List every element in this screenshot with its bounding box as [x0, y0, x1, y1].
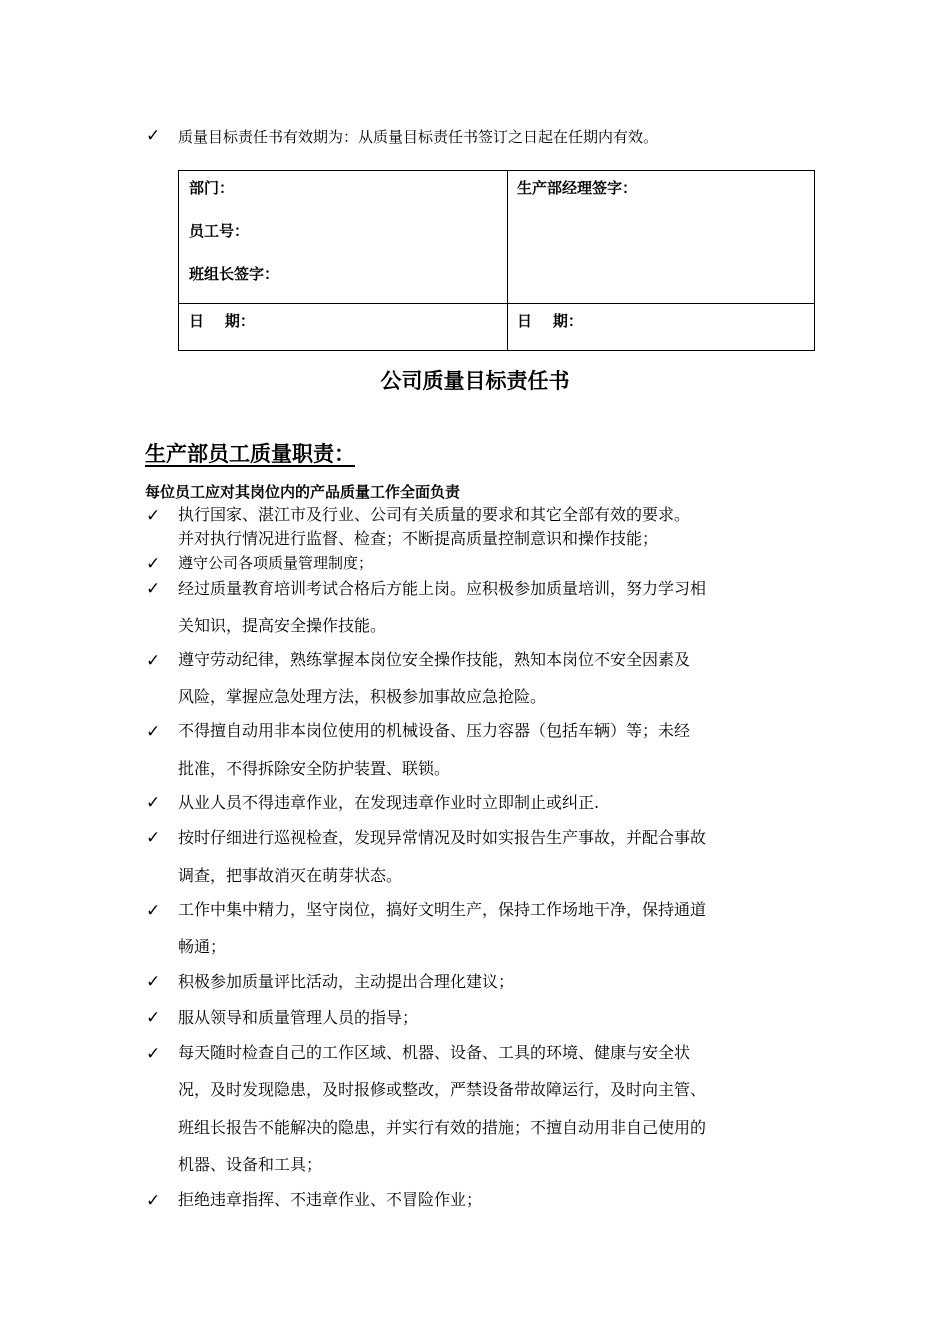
check-mark-icon: ✓ — [146, 579, 161, 599]
list-item-line: 积极参加质量评比活动，主动提出合理化建议； — [178, 972, 515, 991]
list-item-line: 每天随时检查自己的工作区域、机器、设备、工具的环境、健康与安全状 — [178, 1043, 691, 1062]
check-mark-icon: ✓ — [146, 972, 161, 992]
check-mark-icon: ✓ — [146, 554, 161, 574]
check-mark-icon: ✓ — [146, 901, 161, 921]
team-leader-sign-label: 班组长签字： — [189, 265, 280, 283]
list-item-line: 不得擅自动用非本岗位使用的机械设备、压力容器（包括车辆）等；未经 — [178, 721, 691, 740]
list-item-line: 从业人员不得违章作业，在发现违章作业时立即制止或纠正. — [178, 793, 600, 812]
table-divider — [507, 171, 508, 350]
list-item-line: 批准，不得拆除安全防护装置、联锁。 — [178, 759, 451, 778]
check-mark-icon: ✓ — [146, 1008, 161, 1028]
document-title: 公司质量目标责任书 — [380, 369, 570, 393]
list-item-line: 机器、设备和工具； — [178, 1155, 323, 1174]
list-item-line: 服从领导和质量管理人员的指导； — [178, 1008, 419, 1027]
employee-no-label: 员工号： — [189, 222, 250, 240]
date-label-right: 日 期： — [517, 312, 583, 330]
check-mark-icon: ✓ — [146, 506, 161, 526]
list-item-line: 遵守劳动纪律，熟练掌握本岗位安全操作技能，熟知本岗位不安全因素及 — [178, 650, 691, 669]
table-divider — [179, 303, 814, 304]
check-mark-icon: ✓ — [146, 126, 161, 146]
list-item-line: 按时仔细进行巡视检查，发现异常情况及时如实报告生产事故，并配合事故 — [178, 828, 707, 847]
section-heading: 生产部员工质量职责： — [145, 442, 355, 466]
list-item-line: 拒绝违章指挥、不违章作业、不冒险作业； — [178, 1190, 483, 1209]
list-item-line: 调查，把事故消灭在萌芽状态。 — [178, 866, 403, 885]
list-item-line: 风险，掌握应急处理方法，积极参加事故应急抢险。 — [178, 687, 547, 706]
check-mark-icon: ✓ — [146, 1044, 161, 1064]
manager-sign-label: 生产部经理签字： — [517, 179, 638, 197]
check-mark-icon: ✓ — [146, 793, 161, 813]
list-item-line: 畅通； — [178, 937, 227, 956]
check-mark-icon: ✓ — [146, 1191, 161, 1211]
list-item-line: 并对执行情况进行监督、检查；不断提高质量控制意识和操作技能； — [178, 529, 659, 548]
list-item-line: 工作中集中精力，坚守岗位，搞好文明生产，保持工作场地干净，保持通道 — [178, 900, 707, 919]
list-item-line: 遵守公司各项质量管理制度； — [178, 554, 374, 572]
list-item-line: 经过质量教育培训考试合格后方能上岗。应积极参加质量培训，努力学习相 — [178, 579, 707, 598]
list-item-line: 关知识，提高安全操作技能。 — [178, 616, 387, 635]
check-mark-icon: ✓ — [146, 651, 161, 671]
list-item-line: 况，及时发现隐患，及时报修或整改，严禁设备带故障运行，及时向主管、 — [178, 1080, 707, 1099]
check-mark-icon: ✓ — [146, 722, 161, 742]
department-label: 部门： — [189, 179, 235, 197]
list-item-line: 班组长报告不能解决的隐患，并实行有效的措施；不擅自动用非自己使用的 — [178, 1118, 707, 1137]
check-mark-icon: ✓ — [146, 828, 161, 848]
intro-text: 每位员工应对其岗位内的产品质量工作全面负责 — [145, 483, 461, 501]
date-label-left: 日 期： — [189, 312, 255, 330]
signature-table — [178, 170, 815, 351]
validity-text: 质量目标责任书有效期为：从质量目标责任书签订之日起在任期内有效。 — [178, 128, 659, 146]
list-item-line: 执行国家、湛江市及行业、公司有关质量的要求和其它全部有效的要求。 — [178, 505, 691, 524]
